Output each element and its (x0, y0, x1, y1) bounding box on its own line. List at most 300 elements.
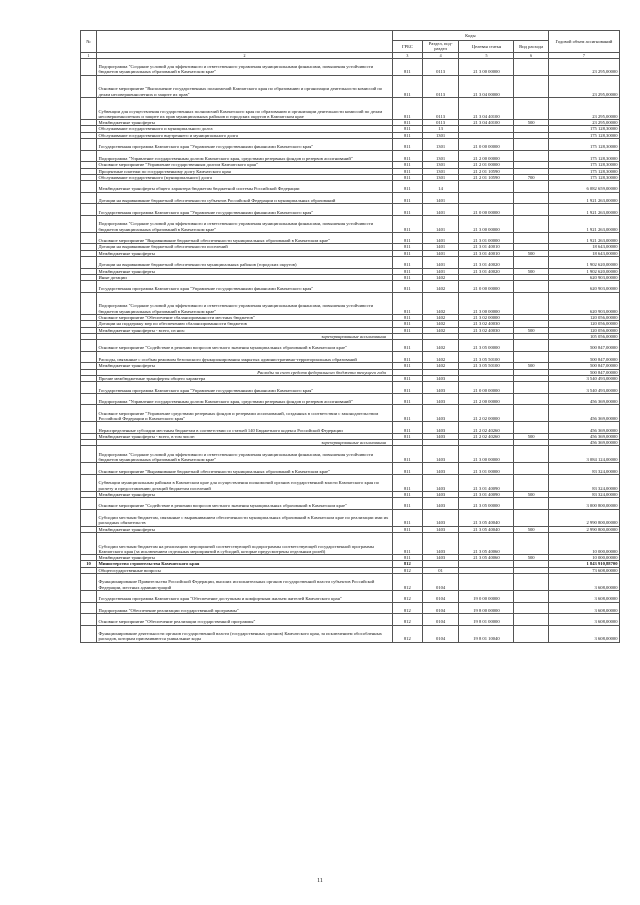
row-grbs: 811 (392, 274, 422, 280)
row-section: 1301 (422, 162, 459, 168)
row-section: 1403 (422, 433, 459, 439)
row-grbs: 811 (392, 422, 422, 434)
table-row (81, 382, 620, 394)
row-number (81, 139, 97, 151)
row-article: 21 2 01 10590 (459, 168, 514, 174)
row-amount: 105 056,00000 (548, 333, 619, 339)
row-amount: 10 000,00000 (548, 555, 619, 561)
row-name: Межбюджетные трансферты (97, 491, 393, 497)
row-name: Обслуживание государственного и муниципального долга (97, 126, 393, 132)
row-expense-type (514, 97, 548, 119)
row-grbs: 811 (392, 168, 422, 174)
row-article: 21 3 01 40090 (459, 474, 514, 491)
row-number (81, 498, 97, 510)
row-article: 21 0 00 00000 (459, 382, 514, 394)
row-amount: 175 128,30000 (548, 126, 619, 132)
row-amount: 23 295,00000 (548, 58, 619, 75)
row-article: 19 8 01 00000 (459, 614, 514, 626)
row-grbs: 811 (392, 292, 422, 314)
row-section: 1403 (422, 446, 459, 463)
row-name: Функционирование Правительства Российской Федерации, высших исполнительных органов государственной власти субъектов Российской Федерации, местных администраций (97, 574, 393, 591)
row-amount: 175 128,30000 (548, 132, 619, 138)
row-expense-type (514, 382, 548, 394)
row-grbs: 811 (392, 268, 422, 274)
row-name: Подпрограмма "Обеспечение реализации государственной программы" (97, 602, 393, 614)
row-expense-type (514, 292, 548, 314)
row-number (81, 446, 97, 463)
row-name: Государственная программа Камчатского края "Управление государственными финансами Камчатского края" (97, 139, 393, 151)
row-grbs: 811 (392, 256, 422, 268)
row-grbs: 811 (392, 120, 422, 126)
table-row (81, 150, 620, 162)
row-section: 1402 (422, 340, 459, 352)
row-expense-type (514, 393, 548, 405)
row-article: 21 3 01 00000 (459, 463, 514, 475)
row-expense-type (514, 215, 548, 232)
row-article: 21 3 05 40040 (459, 509, 514, 526)
table-body (81, 58, 620, 642)
row-article: 21 0 00 00000 (459, 281, 514, 293)
row-grbs: 811 (392, 555, 422, 561)
col-index: 3 (392, 52, 422, 58)
row-section: 1401 (422, 268, 459, 274)
row-expense-type: 500 (514, 250, 548, 256)
row-article: 21 3 05 40060 (459, 555, 514, 561)
row-article: 21 3 01 40010 (459, 250, 514, 256)
col-index: 1 (81, 52, 97, 58)
row-amount: 620 903,00000 (548, 274, 619, 280)
row-name: Основное мероприятие "Управление государственным долгом Камчатского края" (97, 162, 393, 168)
row-expense-type (514, 181, 548, 193)
row-article: 21 3 00 00000 (459, 292, 514, 314)
header-name (97, 31, 393, 53)
row-section: 1401 (422, 244, 459, 250)
row-name: Обслуживание государственного (муниципального) долга (97, 174, 393, 180)
row-expense-type: 500 (514, 491, 548, 497)
row-section: 0113 (422, 97, 459, 119)
row-grbs: 811 (392, 321, 422, 327)
row-amount: 1 921 263,00000 (548, 192, 619, 204)
row-name: зарезервированные ассигнования (97, 440, 393, 446)
row-expense-type (514, 498, 548, 510)
row-name: Подпрограмма "Создание условий для эффективного и ответственного управления муниципальными финансами, повышения устойчивости бюджетов муниципальных образований в Камчатском крае" (97, 292, 393, 314)
row-name: Субвенции для осуществления государственных полномочий Камчатского края по образованию и организации деятельности комиссий по делам несовершеннолетних и защите их прав муниципальных районов и городских округов в Камчатском крае (97, 97, 393, 119)
row-number (81, 463, 97, 475)
table-row (81, 292, 620, 314)
row-number (81, 602, 97, 614)
row-amount: 500 847,00000 (548, 340, 619, 352)
row-expense-type (514, 232, 548, 244)
row-number (81, 614, 97, 626)
row-grbs: 811 (392, 58, 422, 75)
row-name: Основное мероприятие "Содействие в решении вопросов местного значения муниципальных образований в Камчатском крае" (97, 340, 393, 352)
row-article: 21 0 00 00000 (459, 204, 514, 216)
row-amount: 2 990 800,00000 (548, 526, 619, 532)
row-number (81, 405, 97, 422)
row-section: 0104 (422, 602, 459, 614)
header-codes: Коды (392, 31, 548, 41)
row-grbs: 811 (392, 314, 422, 320)
row-article: 21 3 02 00000 (459, 314, 514, 320)
row-amount: 1 921 263,00000 (548, 215, 619, 232)
row-amount: 120 056,00000 (548, 321, 619, 327)
row-amount: 175 128,30000 (548, 139, 619, 151)
table-row (81, 393, 620, 405)
row-grbs: 811 (392, 498, 422, 510)
row-article: 21 3 05 40040 (459, 526, 514, 532)
row-article (459, 574, 514, 591)
row-article: 21 2 01 10590 (459, 174, 514, 180)
col-index: 7 (548, 52, 619, 58)
row-grbs: 811 (392, 75, 422, 97)
row-grbs: 812 (392, 602, 422, 614)
row-name: Дотации на выравнивание бюджетной обеспеченности субъектов Российской Федерации и муниципальных образований (97, 192, 393, 204)
row-article: 19 8 00 00000 (459, 602, 514, 614)
row-amount: 3 540 493,00000 (548, 382, 619, 394)
row-article: 21 3 05 50100 (459, 363, 514, 369)
table-row (81, 181, 620, 193)
row-name: Дотации на выравнивание бюджетной обеспеченности муниципальных районов (городских округов) (97, 256, 393, 268)
table-row (81, 574, 620, 591)
row-grbs: 812 (392, 574, 422, 591)
row-grbs: 811 (392, 139, 422, 151)
row-article: 21 2 02 40260 (459, 422, 514, 434)
table-row (81, 139, 620, 151)
row-grbs: 811 (392, 405, 422, 422)
row-article: 21 3 05 40060 (459, 532, 514, 554)
row-section: 0104 (422, 625, 459, 642)
row-name: Нераспределенные субсидии местным бюджетам в соответствии со статьей 140 Бюджетного кодекса Российской Федерации (97, 422, 393, 434)
row-article: 21 3 05 00000 (459, 498, 514, 510)
row-section: 1401 (422, 250, 459, 256)
row-article: 19 0 00 00000 (459, 590, 514, 602)
row-section: 1401 (422, 204, 459, 216)
row-article (459, 181, 514, 193)
row-article: 21 3 01 40020 (459, 268, 514, 274)
row-expense-type: 500 (514, 555, 548, 561)
row-section: 0104 (422, 574, 459, 591)
row-article: 21 3 05 50100 (459, 351, 514, 363)
row-amount: 83 324,00000 (548, 474, 619, 491)
row-section: 1403 (422, 375, 459, 381)
table-row (81, 58, 620, 75)
row-expense-type: 700 (514, 174, 548, 180)
row-name: Общегосударственные вопросы (97, 567, 393, 573)
row-grbs: 811 (392, 433, 422, 439)
row-name: Межбюджетные трансферты (97, 555, 393, 561)
row-name: Основное мероприятие "Управление средствами резервных фондов и резервами ассигнований, созданных в соответствии с законодательством Российской Федерации и Камчатского края" (97, 405, 393, 422)
row-article: 21 2 00 00000 (459, 150, 514, 162)
row-name: Государственная программа Камчатского края "Управление государственными финансами Камчатского края" (97, 204, 393, 216)
table-row (81, 340, 620, 352)
row-amount: 620 903,00000 (548, 292, 619, 314)
table-row (81, 614, 620, 626)
row-expense-type (514, 351, 548, 363)
row-name: Основное мероприятие "Обеспечение сбалансированности местных бюджетов" (97, 314, 393, 320)
row-grbs: 811 (392, 192, 422, 204)
row-name: Министерство строительства Камчатского края (97, 561, 393, 567)
row-amount: 83 324,00000 (548, 463, 619, 475)
row-amount: 175 128,30000 (548, 150, 619, 162)
row-number (81, 150, 97, 162)
row-amount: 456 369,00000 (548, 440, 619, 446)
row-grbs: 811 (392, 204, 422, 216)
row-name: Межбюджетные трансферты - всего, из них: (97, 327, 393, 333)
row-expense-type (514, 139, 548, 151)
row-grbs: 812 (392, 625, 422, 642)
row-amount: 1 902 620,00000 (548, 268, 619, 274)
row-section: 1401 (422, 215, 459, 232)
row-section: 0104 (422, 614, 459, 626)
row-section: 1301 (422, 168, 459, 174)
row-name: Подпрограмма "Управление государственным долгом Камчатского края, средствами резервных фондов и резервов ассигнований" (97, 393, 393, 405)
table-row (81, 232, 620, 244)
row-grbs: 812 (392, 561, 422, 567)
row-name: Дотации на поддержку мер по обеспечению сбалансированности бюджетов (97, 321, 393, 327)
row-expense-type (514, 256, 548, 268)
row-section: 1402 (422, 321, 459, 327)
row-article: 21 2 02 40260 (459, 433, 514, 439)
row-name: Подпрограмма "Создание условий для эффективного и ответственного управления муниципальными финансами, повышения устойчивости бюджетов муниципальных образований в Камчатском крае" (97, 446, 393, 463)
table-row (81, 405, 620, 422)
col-index: 5 (459, 52, 514, 58)
row-grbs: 812 (392, 614, 422, 626)
row-section: 1403 (422, 509, 459, 526)
row-number (81, 474, 97, 491)
row-number (81, 509, 97, 526)
row-name: Основное мероприятие "Выравнивание бюджетной обеспеченности муниципальных образований в Камчатском крае" (97, 232, 393, 244)
row-expense-type (514, 281, 548, 293)
table-row (81, 532, 620, 554)
row-section: 1403 (422, 555, 459, 561)
row-section: 1403 (422, 532, 459, 554)
row-amount: 3 608,00000 (548, 602, 619, 614)
row-amount: 23 295,00000 (548, 97, 619, 119)
row-grbs: 811 (392, 474, 422, 491)
row-amount: 3 608,00000 (548, 614, 619, 626)
row-name: Субвенции муниципальным районам в Камчатском крае для осуществления полномочий органов государственной власти Камчатского края по расчету и предоставлению дотаций бюджетам поселений (97, 474, 393, 491)
header-amount: Годовой объем ассигнований (548, 31, 619, 53)
row-grbs: 811 (392, 162, 422, 168)
row-grbs: 811 (392, 250, 422, 256)
row-number (81, 340, 97, 352)
row-grbs: 811 (392, 327, 422, 333)
row-expense-type: 500 (514, 363, 548, 369)
row-article: 21 3 00 00000 (459, 446, 514, 463)
row-amount: 3 608,00000 (548, 590, 619, 602)
row-grbs: 811 (392, 340, 422, 352)
row-number (81, 625, 97, 642)
row-name: Основное мероприятие "Выравнивание бюджетной обеспеченности муниципальных образований в Камчатском крае" (97, 463, 393, 475)
row-expense-type (514, 463, 548, 475)
row-amount: 83 324,00000 (548, 491, 619, 497)
row-section: 1301 (422, 174, 459, 180)
row-article: 21 3 04 00000 (459, 75, 514, 97)
row-article: 21 3 04 40100 (459, 120, 514, 126)
row-grbs: 811 (392, 126, 422, 132)
row-name: Межбюджетные трансферты - всего, в том числе: (97, 433, 393, 439)
row-amount: 1 921 263,00000 (548, 232, 619, 244)
row-grbs: 811 (392, 509, 422, 526)
row-name: Государственная программа Камчатского края "Управление государственными финансами Камчатского края" (97, 281, 393, 293)
row-number (81, 393, 97, 405)
row-grbs: 811 (392, 446, 422, 463)
row-expense-type (514, 422, 548, 434)
row-grbs: 811 (392, 244, 422, 250)
row-amount: 456 369,00000 (548, 405, 619, 422)
row-section: 0113 (422, 58, 459, 75)
row-name: Основное мероприятие "Обеспечение реализации государственной программы" (97, 614, 393, 626)
row-article: 21 3 05 00000 (459, 340, 514, 352)
row-amount: 120 056,00000 (548, 327, 619, 333)
header-article: Целевая статья (459, 41, 514, 53)
row-expense-type (514, 590, 548, 602)
col-index: 4 (422, 52, 459, 58)
row-article: 21 2 00 00000 (459, 393, 514, 405)
row-article: 21 0 00 00000 (459, 139, 514, 151)
row-article (459, 192, 514, 204)
row-expense-type (514, 625, 548, 642)
row-section: 1401 (422, 192, 459, 204)
row-grbs: 811 (392, 232, 422, 244)
row-number (81, 574, 97, 591)
row-number (81, 422, 97, 434)
row-amount: 500 847,00000 (548, 363, 619, 369)
row-number (81, 204, 97, 216)
row-section: 1403 (422, 491, 459, 497)
table-row (81, 281, 620, 293)
row-expense-type: 500 (514, 526, 548, 532)
row-section: 1403 (422, 474, 459, 491)
row-number (81, 181, 97, 193)
row-section: 1403 (422, 526, 459, 532)
row-name: Межбюджетные трансферты (97, 120, 393, 126)
row-amount: 73 608,00000 (548, 567, 619, 573)
row-amount: 10 000,00000 (548, 532, 619, 554)
row-amount: 3 084 124,00000 (548, 446, 619, 463)
row-amount: 500 847,00000 (548, 351, 619, 363)
header-row-1 (81, 31, 620, 41)
row-section: 01 (422, 567, 459, 573)
table-row (81, 97, 620, 119)
row-section: 1402 (422, 351, 459, 363)
row-expense-type (514, 204, 548, 216)
row-section: 1403 (422, 422, 459, 434)
row-expense-type (514, 192, 548, 204)
row-article: 21 3 00 00000 (459, 58, 514, 75)
row-name: Государственная программа Камчатского края "Управление государственными финансами Камчатского края" (97, 382, 393, 394)
row-name: Субсидии местным бюджетам, связанные с выравниванием обеспеченности муниципальных образований в Камчатском крае по реализации ими их расходных обязательств (97, 509, 393, 526)
row-expense-type (514, 574, 548, 591)
row-grbs: 812 (392, 567, 422, 573)
row-article: 21 3 02 40030 (459, 321, 514, 327)
row-amount: 620 903,00000 (548, 281, 619, 293)
row-amount: 3 608,00000 (548, 625, 619, 642)
row-name: Основное мероприятие "Выполнение государственных полномочий Камчатского края по образованию и организации деятельности комиссий по делам несовершеннолетних и защите их прав" (97, 75, 393, 97)
table-row (81, 590, 620, 602)
row-grbs: 811 (392, 97, 422, 119)
row-number (81, 281, 97, 293)
row-number (81, 292, 97, 314)
row-name: Прочие межбюджетные трансферты общего характера (97, 375, 393, 381)
row-grbs: 811 (392, 132, 422, 138)
row-number (81, 97, 97, 119)
row-amount: 3 608,00000 (548, 574, 619, 591)
row-name: Межбюджетные трансферты (97, 526, 393, 532)
table-row (81, 192, 620, 204)
row-grbs: 811 (392, 532, 422, 554)
row-expense-type (514, 405, 548, 422)
row-article: 21 3 01 00000 (459, 232, 514, 244)
row-expense-type (514, 509, 548, 526)
row-name: Расходы за счет средств федерального бюджета текущего года (97, 369, 393, 375)
row-amount: 175 128,30000 (548, 168, 619, 174)
row-section: 1301 (422, 150, 459, 162)
table-row (81, 446, 620, 463)
row-name: Обслуживание государственного внутреннего и муниципального долга (97, 132, 393, 138)
row-amount: 500 847,00000 (548, 369, 619, 375)
table-row (81, 602, 620, 614)
row-number (81, 232, 97, 244)
col-index: 6 (514, 52, 548, 58)
row-amount: 456 369,00000 (548, 433, 619, 439)
row-article: 21 3 01 40010 (459, 244, 514, 250)
row-section: 1402 (422, 292, 459, 314)
row-name: Межбюджетные трансферты общего характера бюджетам бюджетной системы Российской Федерации (97, 181, 393, 193)
row-expense-type (514, 150, 548, 162)
row-grbs: 811 (392, 215, 422, 232)
row-name: Межбюджетные трансферты (97, 268, 393, 274)
row-amount: 3 000 800,00000 (548, 498, 619, 510)
table-row (81, 625, 620, 642)
header-expense-type: Вид расхода (514, 41, 548, 53)
row-amount: 175 128,30000 (548, 174, 619, 180)
row-section: 1402 (422, 281, 459, 293)
row-section: 1402 (422, 363, 459, 369)
page-number: 11 (317, 878, 323, 884)
table-row (81, 509, 620, 526)
table-row (81, 215, 620, 232)
row-name: Государственная программа Камчатского края "Обеспечение доступным и комфортным жильем жителей Камчатского края" (97, 590, 393, 602)
row-name: Подпрограмма "Создание условий для эффективного и ответственного управления муниципальными финансами, повышения устойчивости бюджетов муниципальных образований в Камчатском крае" (97, 215, 393, 232)
row-name: Подпрограмма "Управление государственным долгом Камчатского края, средствами резервных фондов и резервов ассигнований" (97, 150, 393, 162)
table-row (81, 422, 620, 434)
row-name: Межбюджетные трансферты (97, 363, 393, 369)
row-amount: 120 056,00000 (548, 314, 619, 320)
row-expense-type (514, 75, 548, 97)
row-grbs: 811 (392, 463, 422, 475)
row-amount: 3 540 493,00000 (548, 375, 619, 381)
row-number (81, 590, 97, 602)
row-article: 21 3 04 40100 (459, 97, 514, 119)
row-grbs: 811 (392, 150, 422, 162)
row-article: 21 3 01 40090 (459, 491, 514, 497)
row-grbs: 811 (392, 363, 422, 369)
row-amount: 456 369,00000 (548, 393, 619, 405)
row-grbs: 811 (392, 382, 422, 394)
row-expense-type (514, 614, 548, 626)
table-row (81, 498, 620, 510)
table-row (81, 204, 620, 216)
row-number (81, 256, 97, 268)
row-amount: 1 902 620,00000 (548, 256, 619, 268)
row-section: 1403 (422, 382, 459, 394)
row-expense-type (514, 532, 548, 554)
row-article: 21 3 02 40030 (459, 327, 514, 333)
row-name: Межбюджетные трансферты (97, 250, 393, 256)
col-index: 2 (97, 52, 393, 58)
row-amount: 1 843 910,88700 (548, 561, 619, 567)
